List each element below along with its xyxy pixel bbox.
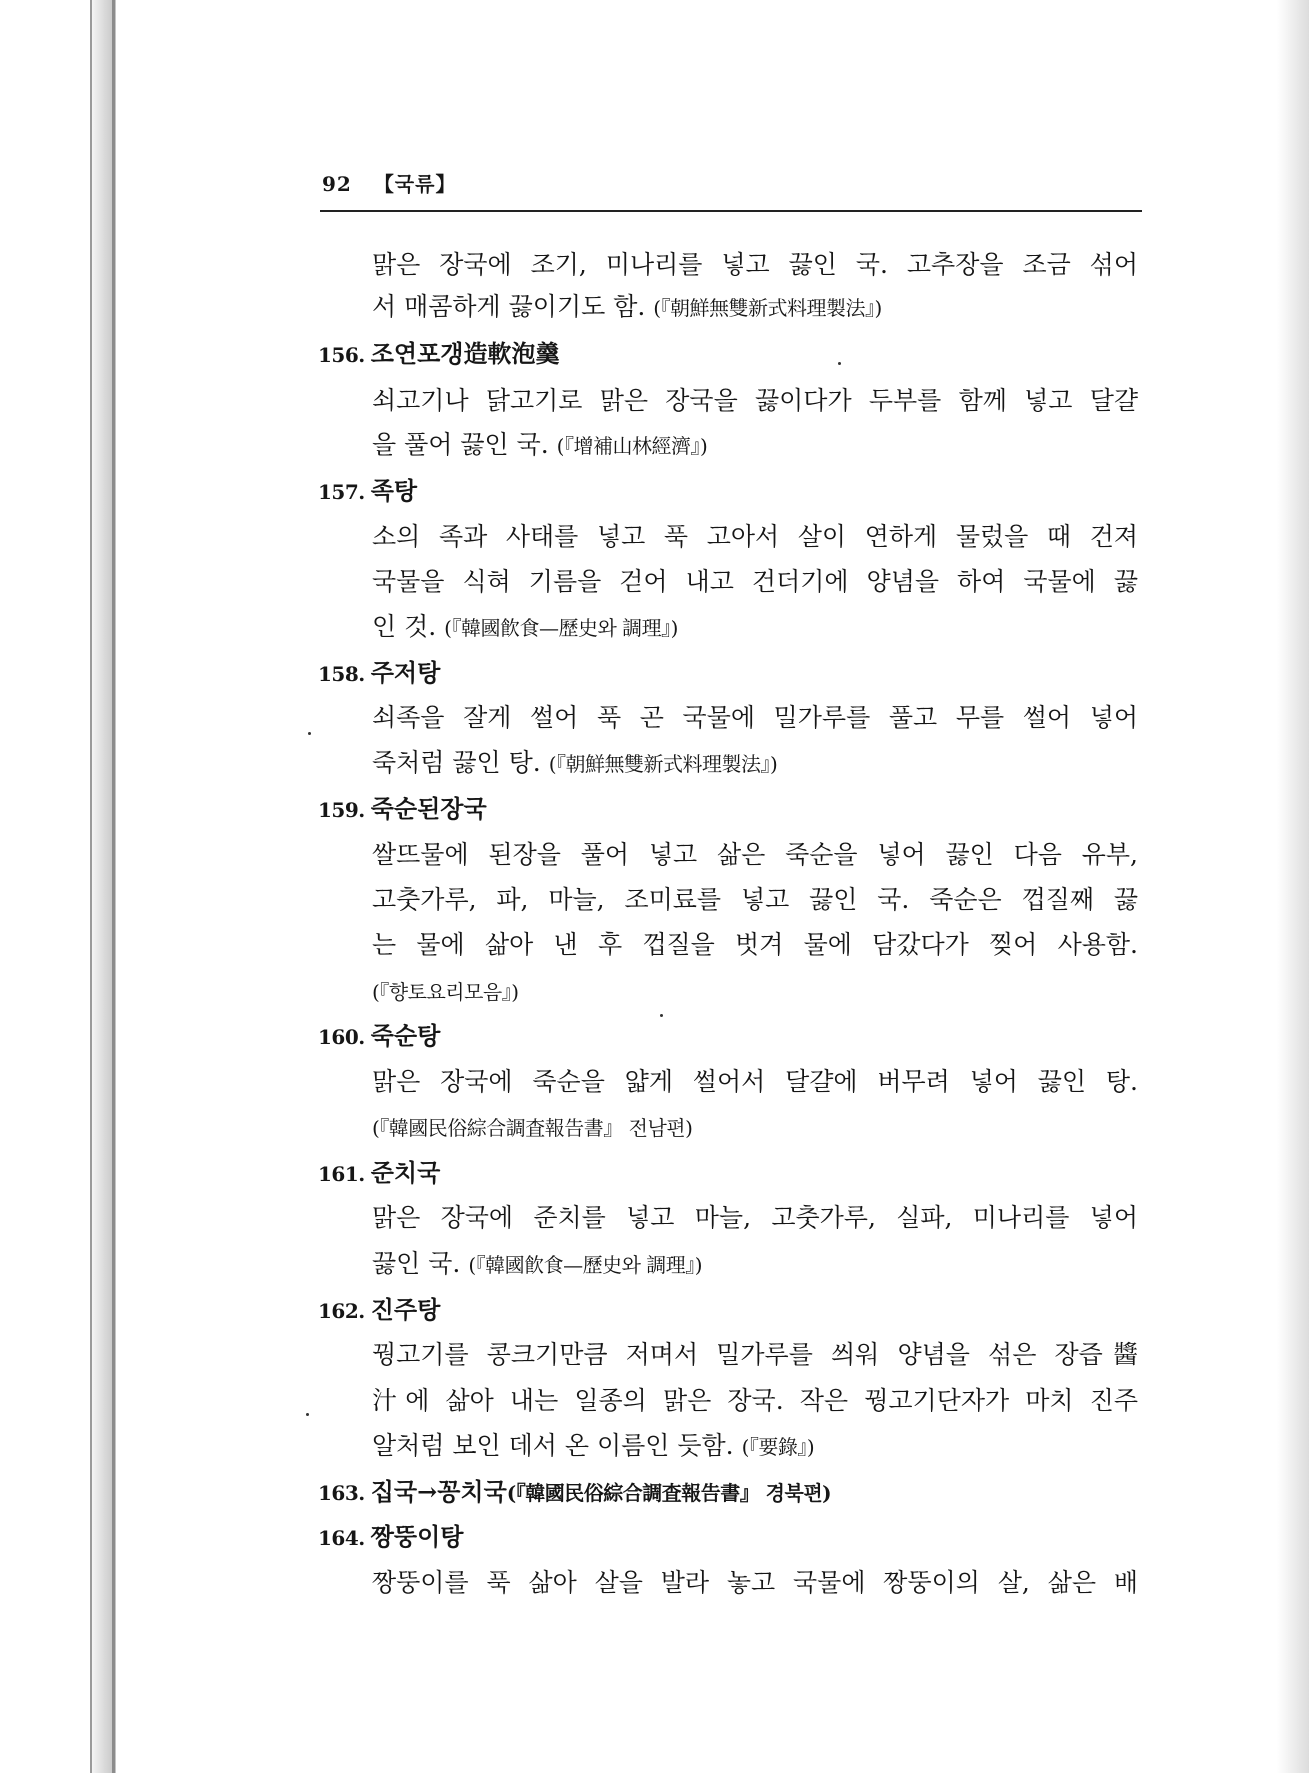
entry-heading — [318, 1021, 440, 1052]
page-right-shadow — [1277, 0, 1309, 1773]
body-line: 쌀뜨물에 된장을 풀어 넣고 삶은 죽순을 넣어 끓인 다음 유부, — [372, 840, 1138, 869]
body-line: 맑은 장국에 조기, 미나리를 넣고 끓인 국. 고추장을 조금 섞어 — [372, 250, 1138, 279]
scan-speck — [306, 1413, 309, 1416]
body-line: 맑은 장국에 죽순을 얇게 썰어서 달걀에 버무려 넣어 끓인 탕. — [372, 1067, 1138, 1096]
source-citation: (『增補山林經濟』) — [556, 434, 708, 458]
entry-heading — [318, 339, 559, 370]
source-citation: (『韓國飮食—歷史와 調理』) — [468, 1253, 703, 1277]
entry-number: 161. — [318, 1162, 365, 1186]
entry-number: 160. — [318, 1025, 365, 1049]
entry-title: 족탕 — [370, 476, 418, 505]
body-line: 서 매콤하게 끓이기도 함. (『朝鮮無雙新式料理製法』) — [372, 292, 882, 321]
entry-title: 주저탕 — [370, 658, 441, 687]
body-line: 인 것. (『韓國飮食—歷史와 調理』) — [372, 612, 678, 641]
body-line: 죽처럼 끓인 탕. (『朝鮮無雙新式料理製法』) — [372, 748, 778, 777]
scan-speck — [660, 1014, 663, 1017]
entry-number: 163. — [318, 1481, 365, 1505]
book-spine-line — [112, 0, 115, 1773]
body-line: 汁에 삶아 내는 일종의 맑은 장국. 작은 꿩고기단자가 마치 진주 — [372, 1386, 1138, 1415]
entry-title: 죽순탕 — [370, 1021, 441, 1050]
body-line: 을 풀어 끓인 국. (『增補山林經濟』) — [372, 430, 708, 459]
entry-title: 죽순된장국 — [370, 794, 487, 823]
entry-title: 준치국 — [370, 1158, 441, 1187]
entry-number: 156. — [318, 343, 365, 367]
entry-heading — [318, 1477, 831, 1508]
body-line: 쇠고기나 닭고기로 맑은 장국을 끓이다가 두부를 함께 넣고 달걀 — [372, 386, 1138, 415]
body-line: 알처럼 보인 데서 온 이름인 듯함. (『要錄』) — [372, 1431, 815, 1460]
body-line: 는 물에 삶아 낸 후 껍질을 벗겨 물에 담갔다가 찢어 사용함. — [372, 930, 1138, 959]
source-citation: (『要錄』) — [741, 1435, 815, 1459]
body-line — [372, 976, 1138, 1007]
page-number: 92 — [322, 172, 352, 196]
body-line: 고춧가루, 파, 마늘, 조미료를 넣고 끓인 국. 죽순은 껍질째 끓 — [372, 885, 1138, 914]
entry-number: 159. — [318, 798, 365, 822]
source-citation: (『朝鮮無雙新式料理製法』) — [653, 296, 882, 320]
body-line: 맑은 장국에 준치를 넣고 마늘, 고춧가루, 실파, 미나리를 넣어 — [372, 1203, 1138, 1232]
body-line — [372, 1112, 1138, 1143]
entry-heading — [318, 658, 440, 689]
section-title: 【국류】 — [373, 172, 457, 196]
entry-heading — [318, 1158, 440, 1189]
entry-title: 조연포갱造軟泡羹 — [370, 339, 560, 368]
entry-heading — [318, 1522, 463, 1553]
entry-number: 164. — [318, 1526, 365, 1550]
body-line: 국물을 식혀 기름을 걷어 내고 건더기에 양념을 하여 국물에 끓 — [372, 567, 1138, 596]
entry-heading — [318, 794, 487, 825]
source-citation: (『韓國民俗綜合調査報告書』 경북편) — [506, 1481, 832, 1505]
source-citation: (『향토요리모음』) — [372, 980, 519, 1004]
entry-heading — [318, 476, 417, 507]
entry-number: 158. — [318, 662, 365, 686]
body-line: 소의 족과 사태를 넣고 푹 고아서 살이 연하게 물렀을 때 건져 — [372, 522, 1138, 551]
entry-number: 162. — [318, 1299, 365, 1323]
entry-title: 짱뚱이탕 — [370, 1522, 464, 1551]
body-line: 끓인 국. (『韓國飮食—歷史와 調理』) — [372, 1249, 703, 1278]
entry-title: 집국→꽁치국 — [370, 1477, 507, 1506]
source-citation: (『韓國飮食—歷史와 調理』) — [444, 616, 678, 640]
body-line: 짱뚱이를 푹 삶아 살을 발라 놓고 국물에 짱뚱이의 살, 삶은 배 — [372, 1568, 1138, 1597]
entry-heading — [318, 1295, 440, 1326]
source-citation: (『朝鮮無雙新式料理製法』) — [548, 752, 778, 776]
scan-speck — [838, 362, 841, 365]
scan-speck — [308, 732, 311, 735]
header-rule — [320, 210, 1142, 212]
body-line: 쇠족을 잘게 썰어 푹 곤 국물에 밀가루를 풀고 무를 썰어 넣어 — [372, 703, 1138, 732]
entry-title: 진주탕 — [370, 1295, 441, 1324]
source-citation: (『韓國民俗綜合調査報告書』 전남편) — [372, 1116, 693, 1140]
body-line: 꿩고기를 콩크기만큼 저며서 밀가루를 씌워 양념을 섞은 장즙醬 — [372, 1340, 1138, 1369]
entry-number: 157. — [318, 480, 365, 504]
page-header — [322, 168, 1142, 210]
